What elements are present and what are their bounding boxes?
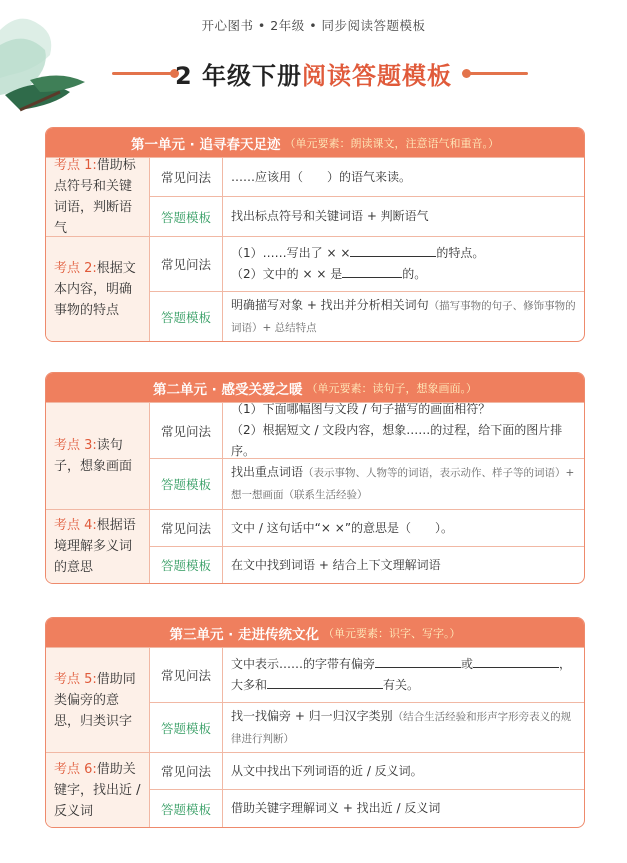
template-note: （表示事物、人物等的词语，表示动作、样子等的词语）+ 想一想画面（联系生活经验） <box>231 467 575 501</box>
answer-blank <box>342 265 402 278</box>
unit-3-requirement: （单元要素：识字、写字。） <box>323 626 461 640</box>
template-text: 借助关键字理解词义 + 找出近 / 反义词 <box>231 801 441 815</box>
question-label: 常见问法 <box>150 158 223 196</box>
template-label: 答题模板 <box>150 459 223 509</box>
template-note: （描写事物的句子、修饰事物的词语）+ 总结特点 <box>231 299 576 334</box>
topic-2-number: 考点 2: <box>54 260 97 276</box>
title-highlight: 阅读答题模板 <box>302 61 453 90</box>
template-text: 找出标点符号和关键词语 + 判断语气 <box>231 209 429 223</box>
topic-5-label <box>46 648 150 752</box>
topic-3-label <box>46 403 150 509</box>
topic-3-text: 读句子，想象画面 <box>54 438 133 474</box>
answer-blank <box>473 655 559 668</box>
topic-4-text: 根据语境理解多义词的意思 <box>54 518 136 575</box>
topic-6 <box>46 752 584 827</box>
question-line-2: （2）文中的 × × 是 的。 <box>231 267 427 281</box>
unit-1-name: 第一单元 · 追寻春天足迹 <box>130 136 281 153</box>
unit-2-header <box>46 373 584 402</box>
unit-1-requirement: （单元要素：朗读课文，注意语气和重音。） <box>284 136 500 150</box>
topic-6-label <box>46 753 150 827</box>
template-text: 找出重点词语 <box>231 465 304 479</box>
unit-3-name: 第三单元 · 走进传统文化 <box>169 626 320 643</box>
topic-1-label <box>46 158 150 236</box>
template-label: 答题模板 <box>150 547 223 583</box>
unit-3-header <box>46 618 584 647</box>
topic-1-text: 借助标点符号和关键词语，判断语气 <box>54 158 136 236</box>
topic-4-number: 考点 4: <box>54 518 97 533</box>
unit-2-name: 第二单元 · 感受关爱之暖 <box>152 381 303 398</box>
question-label: 常见问法 <box>150 648 223 702</box>
question-line-1: 文中表示……的字带有偏旁 或 ， <box>231 657 572 671</box>
unit-1 <box>45 127 585 342</box>
template-label: 答题模板 <box>150 292 223 341</box>
template-label: 答题模板 <box>150 790 223 827</box>
question-text: 文中 / 这句话中“× ×”的意思是（ ）。 <box>231 520 454 535</box>
series-header: 开心图书 • 2年级 • 同步阅读答题模板 <box>201 18 426 33</box>
question-line-2: （2）根据短文 / 文段内容，想象……的过程，给下面的图片排序。 <box>231 423 563 458</box>
answer-blank <box>375 655 461 668</box>
answer-blank <box>350 244 436 257</box>
title-grade: 2 年级下册 <box>174 61 303 90</box>
topic-4 <box>46 509 584 583</box>
unit-2-requirement: （单元要素：读句子，想象画面。） <box>306 381 478 395</box>
topic-3-number: 考点 3: <box>54 438 97 453</box>
question-line-1: （1）下面哪幅图与文段 / 句子描写的画面相符？ <box>231 402 491 416</box>
topic-1 <box>46 157 584 236</box>
topic-4-label <box>46 510 150 583</box>
topic-5-number: 考点 5: <box>54 671 97 687</box>
template-label: 答题模板 <box>150 197 223 236</box>
question-label: 常见问法 <box>150 403 223 458</box>
template-note: （结合生活经验和形声字形旁表义的规律进行判断） <box>231 710 572 745</box>
unit-2 <box>45 372 585 584</box>
question-text: 从文中找出下列词语的近 / 反义词。 <box>231 763 423 778</box>
topic-5 <box>46 647 584 752</box>
question-label: 常见问法 <box>150 753 223 789</box>
template-text: 在文中找到词语 + 结合上下文理解词语 <box>231 557 441 572</box>
question-line-2: 大多和 有关。 <box>231 678 420 692</box>
topic-2-label <box>46 237 150 341</box>
unit-3 <box>45 617 585 828</box>
topic-3 <box>46 402 584 509</box>
topic-2-text: 根据文本内容，明确事物的特点 <box>54 260 136 318</box>
template-text: 明确描写对象 + 找出并分析相关词句 <box>231 297 429 312</box>
topic-5-text: 借助同类偏旁的意思，归类识字 <box>54 671 136 729</box>
question-line-1: （1）……写出了 × × 的特点。 <box>231 246 485 260</box>
topic-6-number: 考点 6: <box>54 761 97 777</box>
topic-2 <box>46 236 584 341</box>
template-text: 找一找偏旁 + 归一归汉字类别 <box>231 708 393 723</box>
question-label: 常见问法 <box>150 510 223 546</box>
template-label: 答题模板 <box>150 703 223 752</box>
topic-6-text: 借助关键字，找出近 / 反义词 <box>54 761 141 819</box>
page-title <box>0 52 627 94</box>
question-text: ……应该用（ ）的语气来读。 <box>231 169 412 184</box>
unit-1-header <box>46 128 584 157</box>
answer-blank <box>267 676 383 689</box>
topic-1-number: 考点 1: <box>54 158 97 173</box>
question-label: 常见问法 <box>150 237 223 291</box>
